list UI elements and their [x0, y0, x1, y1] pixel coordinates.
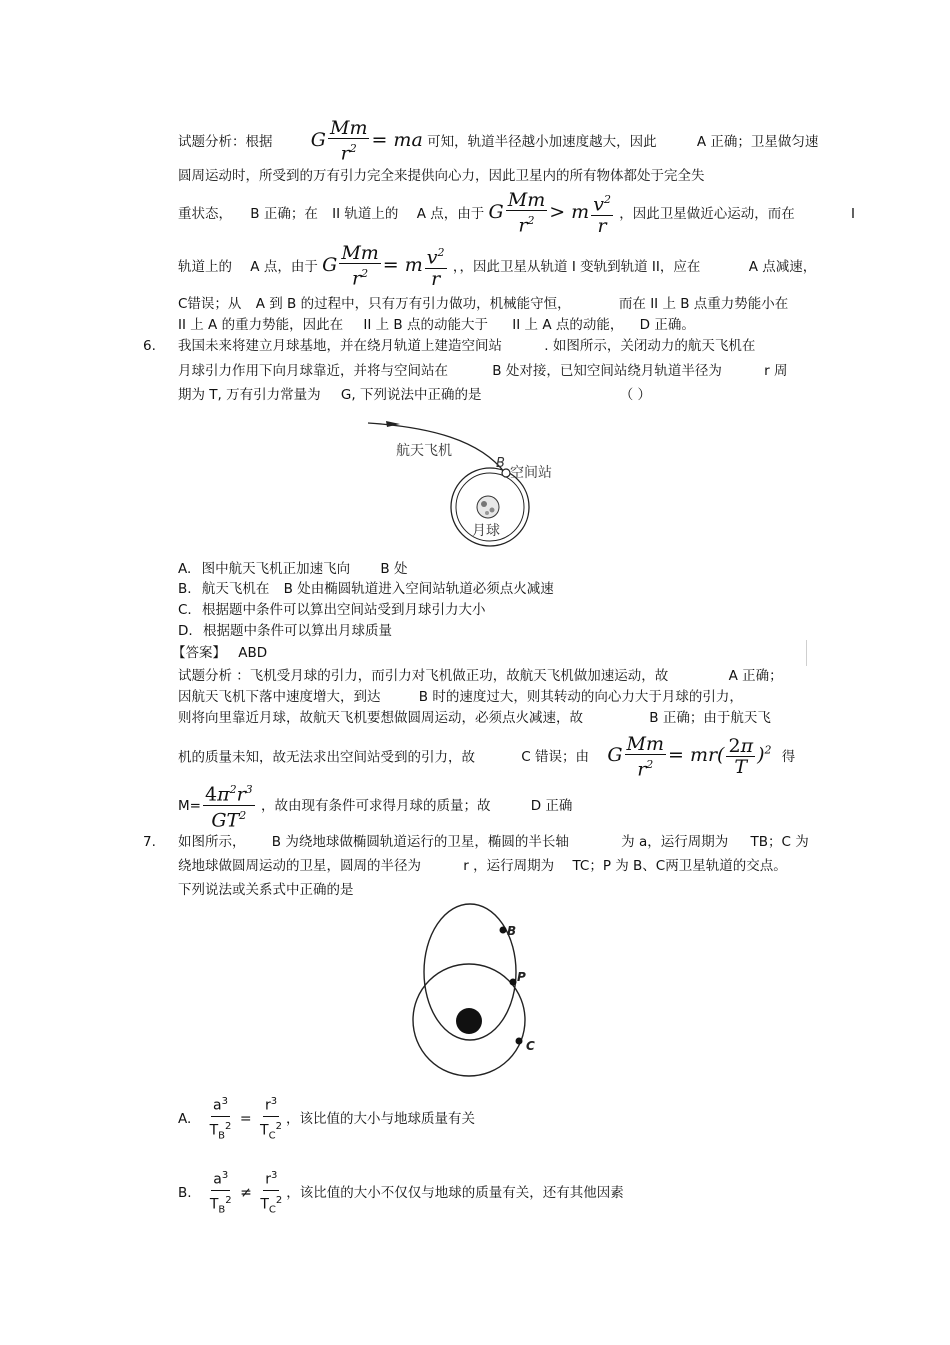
text: A 点减速， — [748, 259, 817, 275]
text: D 正确 — [530, 798, 573, 814]
margin-rule — [806, 640, 807, 666]
text: B 处对接，已知空间站绕月轨道半径为 — [492, 363, 722, 379]
formula-moon-mass: $\frac{4\pi^2r^3}{GT^2}$ — [201, 793, 257, 815]
option-text: 航天飞机在 — [201, 581, 270, 597]
q7-option-a[interactable] — [178, 1092, 475, 1146]
moon-label: 月球 — [472, 523, 500, 539]
moon-texture — [481, 501, 487, 507]
option-key: A. — [178, 561, 192, 577]
text: A 点，由于 — [250, 259, 318, 275]
text: M= — [178, 798, 201, 814]
text: 我国未来将建立月球基地，并在绕月轨道上建造空间站 — [178, 338, 502, 354]
text: ，，因此卫星从轨道 I 变轨到轨道 II，应在 — [452, 259, 701, 275]
label-c: C — [526, 1039, 535, 1053]
text: 得 — [781, 749, 796, 766]
point-b-label: B — [496, 456, 505, 471]
text: D 正确。 — [639, 317, 695, 333]
formula-gravity-ma: G $\frac{Mm}{r^2}$ = ma — [310, 117, 423, 165]
moon-orbit-figure — [360, 415, 570, 550]
station-label: 空间站 — [510, 465, 552, 481]
option-key: D. — [178, 623, 193, 639]
option-text: 根据题中条件可以算出空间站受到月球引力大小 — [202, 602, 486, 618]
text: 则将向里靠近月球，故航天飞机要想做圆周运动，必须点火减速，故 — [178, 710, 583, 726]
text: 试题分析：根据 — [178, 134, 273, 150]
text: . 如图所示，关闭动力的航天飞机在 — [544, 338, 756, 354]
text: II 轨道上的 — [332, 206, 399, 222]
formula-gravity-gt-centripetal: G $\frac{Mm}{r^2}$ > m $\frac{v^2}{r}$ — [488, 189, 611, 237]
option-text: B 处由椭圆轨道进入空间站轨道必须点火减速 — [283, 581, 554, 597]
q6-stem-line-2 — [178, 362, 788, 380]
text: A 到 B 的过程中，只有万有引力做功，机械能守恒， — [255, 296, 571, 312]
shuttle-label: 航天飞机 — [396, 443, 452, 459]
label-b: B — [507, 924, 517, 938]
q6-option-b[interactable] — [178, 580, 554, 598]
option-key: B. — [178, 581, 192, 597]
q5-analysis-line-3 — [178, 190, 855, 236]
text: 期为 T, 万有引力常量为 — [178, 387, 321, 403]
text: 机的质量未知，故无法求出空间站受到的引力，故 — [178, 749, 475, 766]
option-key: B. — [178, 1185, 192, 1202]
text: 重状态， — [178, 206, 232, 222]
satellite-c-icon — [516, 1038, 523, 1045]
text: B 正确；由于航天飞 — [649, 710, 771, 726]
text: 而在 II 上 B 点重力势能小在 — [618, 296, 789, 312]
earth-icon — [456, 1008, 482, 1034]
text: 轨道上的 — [178, 259, 232, 275]
text: I — [851, 206, 856, 222]
q6-option-d[interactable] — [178, 622, 392, 640]
formula-kepler-not-equal: $\frac{a^3}{T_B^2}$ ≠ $\frac{r^3}{T_C^2}$ — [206, 1185, 286, 1201]
q6-answer — [172, 644, 267, 662]
text: B 正确；在 — [250, 206, 318, 222]
text: TB；C 为 — [750, 834, 809, 850]
moon-texture — [485, 511, 489, 515]
text: II 上 A 的重力势能，因此在 — [178, 317, 344, 333]
q5-analysis-line-2: 圆周运动时，所受到的万有引力完全来提供向心力，因此卫星内的所有物体都处于完全失 — [178, 168, 705, 184]
text: ，因此卫星做近心运动，而在 — [619, 206, 795, 222]
label-p: P — [517, 970, 526, 984]
q6-analysis-line-5 — [178, 777, 572, 833]
text: 月球引力作用下向月球靠近，并将与空间站在 — [178, 363, 448, 379]
q7-stem-line-2 — [178, 857, 787, 875]
text: r 周 — [764, 363, 788, 379]
formula-kepler-equal: $\frac{a^3}{T_B^2}$ = $\frac{r^3}{T_C^2}$ — [206, 1111, 286, 1127]
q5-analysis-line-4 — [178, 243, 816, 289]
text: r ，运行周期为 — [463, 858, 555, 874]
option-text: 根据题中条件可以算出月球质量 — [202, 623, 392, 639]
question-number: 6. — [143, 338, 156, 354]
text: 试题分析 ：飞机受月球的引力，而引力对飞机做正功，故航天飞机做加速运动，故 — [178, 668, 669, 684]
text: II 上 B 点的动能大于 — [363, 317, 488, 333]
point-p-icon — [510, 979, 517, 986]
q7-stem-line-1 — [178, 833, 809, 851]
text: A 点，由于 — [416, 206, 485, 222]
option-key: C. — [178, 602, 192, 618]
q6-analysis-line-3 — [178, 709, 771, 727]
text: A 正确； — [728, 668, 783, 684]
text: II 上 A 点的动能， — [512, 317, 624, 333]
option-text: B 处 — [380, 561, 408, 577]
q6-stem-line-3 — [178, 386, 651, 404]
text: 因航天飞机下落中速度增大，到达 — [178, 689, 381, 705]
text: 为 a，运行周期为 — [621, 834, 729, 850]
formula-period-relation: G $\frac{Mm}{r^2}$ = mr( $\frac{2\pi}{T}$ )$^2$ — [607, 732, 772, 780]
text: TC；P 为 B、C两卫星轨道的交点。 — [572, 858, 787, 874]
text: 绕地球做圆周运动的卫星，圆周的半径为 — [178, 858, 421, 874]
text: A 正确；卫星做匀速 — [696, 134, 819, 150]
text: ，故由现有条件可求得月球的质量；故 — [260, 798, 491, 814]
option-text: ，该比值的大小与地球质量有关 — [285, 1111, 475, 1128]
question-number: 7. — [143, 834, 156, 850]
earth-orbit-figure — [395, 900, 555, 1080]
text: C 错误；由 — [521, 749, 590, 766]
text: 可知，轨道半径越小加速度越大，因此 — [427, 134, 657, 150]
q7-stem-line-3: 下列说法或关系式中正确的是 — [178, 882, 354, 898]
text: 如图所示， — [178, 834, 246, 850]
answer-label: 【答案】 — [172, 645, 226, 661]
q6-analysis-line-1 — [178, 667, 783, 685]
moon-texture — [490, 508, 495, 513]
q6-option-c[interactable] — [178, 601, 486, 619]
q7-option-b[interactable] — [178, 1166, 624, 1220]
q5-analysis-line-6 — [178, 316, 695, 334]
q5-analysis-line-5 — [178, 295, 788, 313]
text: （ ） — [619, 387, 652, 403]
text: C错误；从 — [178, 296, 242, 312]
option-text: 图中航天飞机正加速飞向 — [201, 561, 351, 577]
satellite-b-icon — [500, 927, 507, 934]
option-key: A. — [178, 1111, 192, 1128]
q5-analysis-line-1 — [178, 118, 818, 164]
option-text: ，该比值的大小不仅仅与地球的质量有关，还有其他因素 — [286, 1185, 624, 1202]
text: G, 下列说法中正确的是 — [340, 387, 482, 403]
formula-gravity-eq-centripetal: G $\frac{Mm}{r^2}$ = m $\frac{v^2}{r}$ — [322, 242, 445, 290]
q6-stem-line-1 — [178, 337, 755, 355]
answer-value: ABD — [238, 645, 268, 661]
text: B 时的速度过大，则其转动的向心力大于月球的引力， — [418, 689, 743, 705]
q6-option-a[interactable] — [178, 560, 407, 578]
q6-analysis-line-2 — [178, 688, 743, 706]
text: B 为绕地球做椭圆轨道运行的卫星，椭圆的半长轴 — [271, 834, 569, 850]
q6-analysis-line-4 — [178, 726, 795, 782]
